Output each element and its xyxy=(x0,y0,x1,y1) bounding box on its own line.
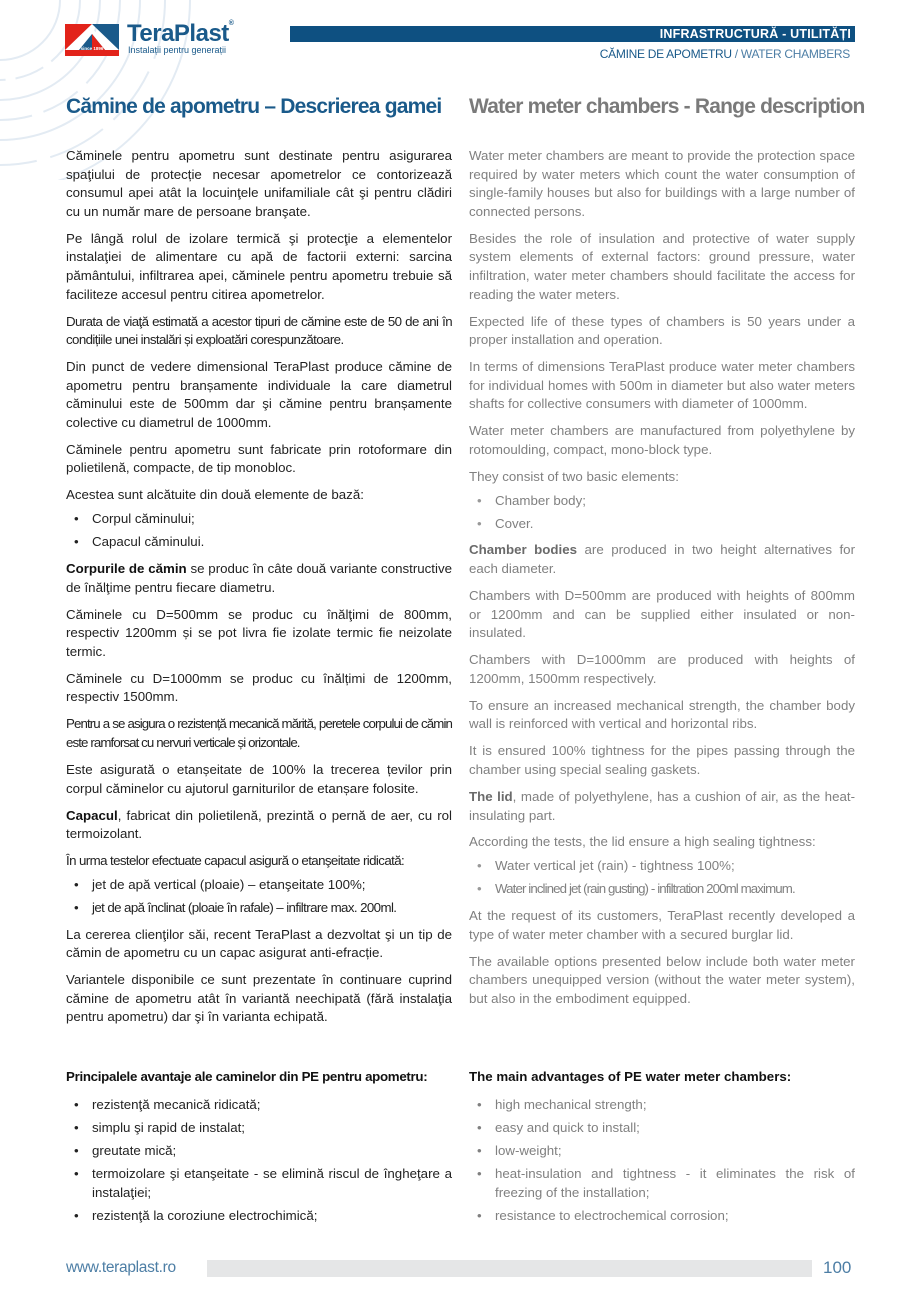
list-item: • Water vertical jet (rain) - tightness 100%; xyxy=(469,857,855,876)
paragraph: Pentru a se asigura o rezistență mecanică mărită, peretele corpului de cămin este ramforsat cu nervuri verticale și orizontale. xyxy=(66,716,452,750)
paragraph: La cererea clienţilor săi, recent TeraPlast a dezvoltat şi un tip de cămin de apometru cu un capac asigurat anti-efracție. xyxy=(66,926,452,961)
teraplast-logo xyxy=(65,22,240,58)
paragraph: Acestea sunt alcătuite din două elemente de bază: xyxy=(66,487,364,503)
paragraph: Besides the role of insulation and protective of water supply system elements of external factors: ground pressure, water infiltration, water meter chambers should facilitate the access for reading the water meters. xyxy=(469,230,855,302)
paragraph: It is ensured 100% tightness for the pipes passing through the chamber using special sealing gaskets. xyxy=(469,743,855,777)
paragraph: În urma testelor efectuate capacul asigură o etanşeitate ridicată: xyxy=(66,853,405,869)
paragraph: In terms of dimensions TeraPlast produce water meter chambers for individual homes with 500m in diameter but also water meters shafts for collective consumers with diameter of 1000mm. xyxy=(469,359,855,412)
list-item: • rezistenţă mecanică ridicată; xyxy=(66,1096,452,1115)
paragraph: They consist of two basic elements: xyxy=(469,468,679,484)
paragraph: Chambers with D=500mm are produced with heights of 800mm or 1200mm and can be supplied either insulated or non-insulated. xyxy=(469,588,855,641)
paragraph: Expected life of these types of chambers is 50 years under a proper installation and operation. xyxy=(469,313,855,348)
paragraph: Pe lângă rolul de izolare termică şi protecţie a elementelor instalaţiei de alimentare cu apă de factorii externi: sarcina pământului, infiltrarea apei, căminele pentru apometru trebuie să faciliteze accesul pentru citirea apometrelor. xyxy=(66,230,452,302)
list-item: • Chamber body; xyxy=(469,492,855,511)
list-item: • Water inclined jet (rain gusting) - infiltration 200ml maximum. xyxy=(469,880,855,899)
list-item: • rezistenţă la coroziune electrochimică; xyxy=(66,1207,452,1226)
paragraph: Căminele cu D=500mm se produc cu înălţimi de 800mm, respectiv 1200mm și se pot livra fie izolate termic fie neizolate termic. xyxy=(66,606,452,659)
paragraph: Durata de viaţă estimată a acestor tipuri de cămine este de 50 de ani în condițiile unei instalări și exploatări corespunzătoare. xyxy=(66,313,452,348)
subcategory-ro: CĂMINE DE APOMETRU xyxy=(599,47,732,61)
advantages-title-en: The main advantages of PE water meter chambers: xyxy=(469,1069,792,1084)
paragraph: Chamber bodies are produced in two height alternatives for each diameter. xyxy=(469,542,855,577)
paragraph: Capacul, fabricat din polietilenă, prezintă o pernă de aer, cu rol termoizolant. xyxy=(66,807,452,842)
category-label: INFRASTRUCTURĂ - UTILITĂȚI xyxy=(659,27,851,41)
advantages-title-ro: Principalele avantaje ale caminelor din PE pentru apometru: xyxy=(66,1069,428,1084)
paragraph: To ensure an increased mechanical strength, the chamber body wall is reinforced with vertical and horizontal ribs. xyxy=(469,697,855,732)
subcategory-breadcrumb: CĂMINE DE APOMETRU / WATER CHAMBERS xyxy=(599,47,850,61)
list-item: • Corpul căminului; xyxy=(66,510,452,529)
page-title-en: Water meter chambers - Range description xyxy=(469,95,865,118)
list-item: • Capacul căminului. xyxy=(66,533,452,552)
category-banner xyxy=(290,26,855,42)
paragraph: Din punct de vedere dimensional TeraPlast produce cămine de apometru pentru branșamente individuale la care diametrul căminului este de 500mm dar şi cămine pentru branșamente colective cu diametrul de 1000mm. xyxy=(66,359,452,430)
page-number: 100 xyxy=(823,1258,852,1277)
list-item: • jet de apă înclinat (ploaie în rafale) – infiltrare max. 200ml. xyxy=(66,899,452,918)
paragraph: Corpurile de cămin se produc în câte două variante constructive de înălţime pentru fiecare diametru. xyxy=(66,561,452,595)
footer-divider-bar xyxy=(207,1260,812,1277)
column-english xyxy=(469,147,855,1017)
paragraph: The lid, made of polyethylene, has a cushion of air, as the heat-insulating part. xyxy=(469,788,855,823)
paragraph: Căminele cu D=1000mm se produc cu înălțimi de 1200mm, respectiv 1500mm. xyxy=(66,670,452,705)
paragraph: Water meter chambers are meant to provide the protection space required by water meters which count the water consumption of single-family houses but also for buildings with a large number of connected persons. xyxy=(469,148,855,219)
list-item: • high mechanical strength; xyxy=(469,1096,855,1115)
tests-list xyxy=(66,876,452,918)
paragraph: Este asigurată o etanșeitate de 100% la trecerea țevilor prin corpul căminelor cu ajutorul garniturilor de etanșare folosite. xyxy=(66,761,452,796)
list-item: • heat-insulation and tightness - it eliminates the risk of freezing of the installation; xyxy=(469,1165,855,1202)
list-item: • low-weight; xyxy=(469,1142,855,1161)
paragraph: At the request of its customers, TeraPlast recently developed a type of water meter chamber with a secured burglar lid. xyxy=(469,908,855,942)
advantages-list-ro xyxy=(66,1096,452,1230)
column-romanian xyxy=(66,147,452,1035)
list-item: • simplu şi rapid de instalat; xyxy=(66,1119,452,1138)
logo-since: since 1896 xyxy=(80,46,104,51)
page-title-ro: Cămine de apometru – Descrierea gamei xyxy=(66,95,442,118)
website-link[interactable]: www.teraplast.ro xyxy=(66,1259,176,1276)
paragraph: Variantele disponibile ce sunt prezentate în continuare cuprind cămine de apometru atât în variantă neechipată (fără instalaţia pentru apometru) dar şi în varianta echipată. xyxy=(66,972,452,1025)
paragraph: Căminele pentru apometru sunt destinate pentru asigurarea spaţiului de protecție necesar apometrelor ce contorizează consumul apei atât la locuinţele unifamiliale cât şi pentru clădiri cu un număr mare de persoane branşate. xyxy=(66,148,452,219)
paragraph: The available options presented below include both water meter chambers unequipped version (without the water meter system), but also in the embodiment equipped. xyxy=(469,953,855,1006)
list-item: • easy and quick to install; xyxy=(469,1119,855,1138)
paragraph: According the tests, the lid ensure a high sealing tightness: xyxy=(469,834,816,850)
list-item: • termoizolare şi etanşeitate - se elimină riscul de îngheţare a instalaţiei; xyxy=(66,1165,452,1202)
paragraph: Water meter chambers are manufactured from polyethylene by rotomoulding, compact, mono-block type. xyxy=(469,423,855,457)
tests-list xyxy=(469,857,855,899)
list-item: • greutate mică; xyxy=(66,1142,452,1161)
list-item: • resistance to electrochemical corrosion; xyxy=(469,1207,855,1226)
logo-tagline: Instalații pentru generații xyxy=(128,45,227,55)
elements-list xyxy=(469,492,855,534)
subcategory-en: WATER CHAMBERS xyxy=(740,47,850,61)
paragraph: Căminele pentru apometru sunt fabricate prin rotoformare din polietilenă, compacte, de tip monobloc. xyxy=(66,441,452,476)
paragraph: Chambers with D=1000mm are produced with heights of 1200mm, 1500mm respectively. xyxy=(469,652,855,686)
list-item: • jet de apă vertical (ploaie) – etanşeitate 100%; xyxy=(66,876,452,895)
elements-list xyxy=(66,510,452,552)
list-item: • Cover. xyxy=(469,515,855,534)
advantages-list-en xyxy=(469,1096,855,1230)
logo-brand: TeraPlast® xyxy=(127,20,234,47)
